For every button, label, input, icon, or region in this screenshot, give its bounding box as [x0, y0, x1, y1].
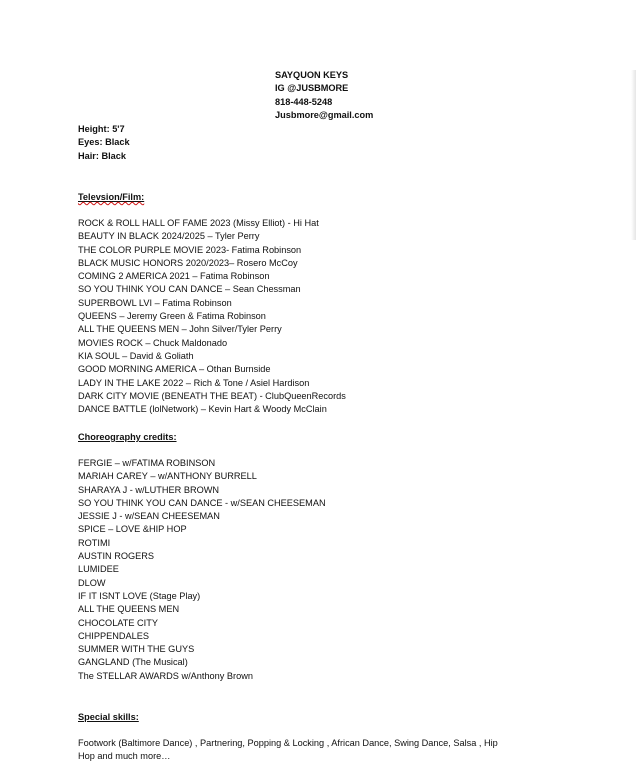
list-item: ROTIMI — [78, 537, 111, 548]
list-item: SO YOU THINK YOU CAN DANCE – Sean Chessman — [78, 284, 301, 295]
list-item: KIA SOUL – David & Goliath — [78, 350, 194, 361]
list-item: THE COLOR PURPLE MOVIE 2023- Fatima Robinson — [78, 244, 302, 255]
list-item: BLACK MUSIC HONORS 2020/2023– Rosero McCoy — [78, 257, 298, 268]
list-item: SO YOU THINK YOU CAN DANCE - w/SEAN CHEESEMAN — [78, 497, 326, 508]
tv-film-section — [78, 191, 346, 416]
list-item: SPICE – LOVE &HIP HOP — [78, 524, 187, 535]
list-item: CHOCOLATE CITY — [78, 617, 158, 628]
list-item: COMING 2 AMERICA 2021 – Fatima Robinson — [78, 271, 270, 282]
skills-section — [78, 711, 498, 764]
list-item: GOOD MORNING AMERICA – Othan Burnside — [78, 364, 271, 375]
list-item: DANCE BATTLE (lolNetwork) – Kevin Hart & Woody McClain — [78, 404, 327, 415]
contact-instagram: IG @JUSBMORE — [275, 83, 349, 94]
list-item: The STELLAR AWARDS w/Anthony Brown — [78, 670, 253, 681]
skills-text: Footwork (Baltimore Dance) , Partnering, Popping & Locking , African Dance, Swing Dance, Salsa , Hip Hop and much more… — [78, 738, 498, 762]
skills-heading: Special skills: — [78, 712, 139, 722]
list-item: DARK CITY MOVIE (BENEATH THE BEAT) - ClubQueenRecords — [78, 390, 346, 401]
list-item: SUMMER WITH THE GUYS — [78, 644, 195, 655]
list-item: DLOW — [78, 577, 106, 588]
contact-block — [275, 69, 373, 122]
contact-name: SAYQUON KEYS — [275, 70, 349, 80]
list-item: ALL THE QUEENS MEN – John Silver/Tyler Perry — [78, 324, 282, 335]
list-item: FERGIE – w/FATIMA ROBINSON — [78, 458, 216, 468]
page-edge-shadow — [631, 70, 636, 240]
physical-stats — [78, 123, 130, 163]
list-item: ROCK & ROLL HALL OF FAME 2023 (Missy Elliot) - Hi Hat — [78, 218, 319, 228]
list-item: QUEENS – Jeremy Green & Fatima Robinson — [78, 311, 266, 322]
contact-email: Jusbmore@gmail.com — [275, 109, 374, 120]
list-item: SHARAYA J - w/LUTHER BROWN — [78, 484, 220, 495]
stat-hair: Hair: Black — [78, 150, 127, 161]
list-item: JESSIE J - w/SEAN CHEESEMAN — [78, 511, 220, 522]
list-item: BEAUTY IN BLACK 2024/2025 – Tyler Perry — [78, 231, 260, 242]
list-item: LADY IN THE LAKE 2022 – Rich & Tone / Asiel Hardison — [78, 377, 310, 388]
list-item: LUMIDEE — [78, 564, 119, 575]
list-item: SUPERBOWL LVI – Fatima Robinson — [78, 297, 232, 308]
choreography-heading: Choreography credits: — [78, 432, 177, 442]
contact-phone: 818-448-5248 — [275, 96, 333, 107]
stat-eyes: Eyes: Black — [78, 137, 130, 148]
list-item: GANGLAND (The Musical) — [78, 657, 188, 668]
tv-film-heading — [78, 191, 346, 204]
list-item: AUSTIN ROGERS — [78, 551, 155, 562]
tv-film-list — [78, 217, 346, 416]
choreography-list — [78, 457, 326, 683]
list-item: MOVIES ROCK – Chuck Maldonado — [78, 337, 228, 348]
list-item: CHIPPENDALES — [78, 630, 149, 641]
tv-film-heading-text: Televsion/Film: — [78, 192, 145, 202]
list-item: ALL THE QUEENS MEN — [78, 604, 180, 615]
list-item: MARIAH CAREY – w/ANTHONY BURRELL — [78, 471, 257, 482]
list-item: IF IT ISNT LOVE (Stage Play) — [78, 590, 201, 601]
stat-height: Height: 5'7 — [78, 124, 125, 134]
choreography-section — [78, 431, 326, 683]
